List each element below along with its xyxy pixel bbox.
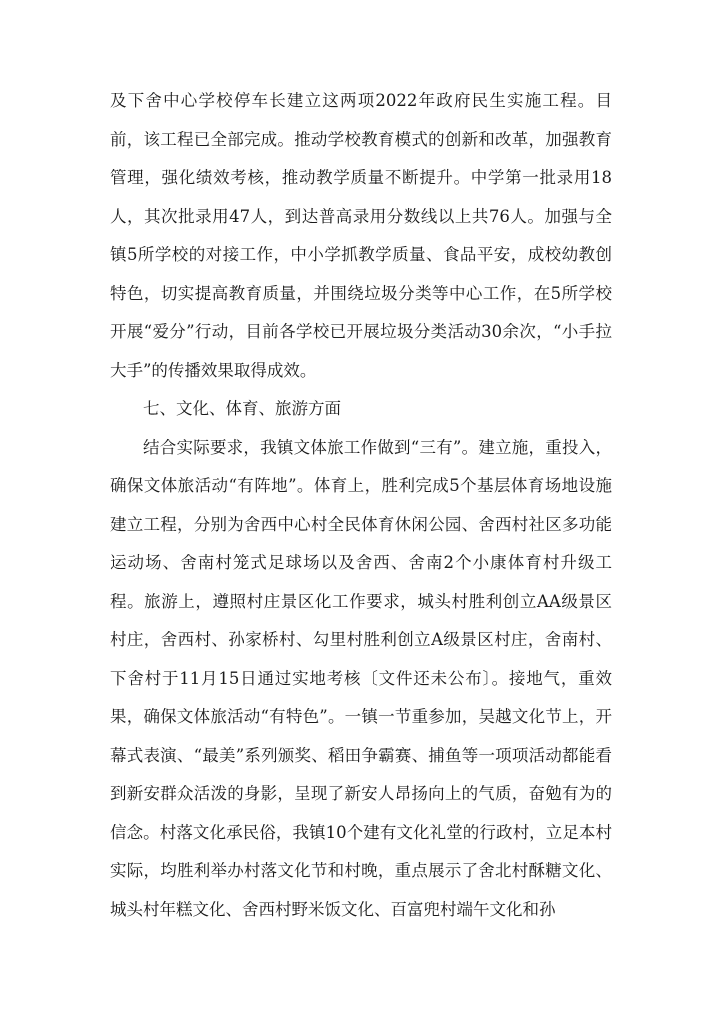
section-heading-culture-sports-tourism: 七、文化、体育、旅游方面 — [143, 399, 341, 418]
body-paragraph-culture: 结合实际要求，我镇文体旅工作做到“三有”。建立施，重投入，确保文体旅活动“有阵地”。体育上，胜利完成5个基层体育场地设施建立工程，分别为舍西中心村全民体育休闲公园、舍西村社区多功能运动场、舍南村笼式足球场以及舍西、舍南2个小康体育村升级工程。旅游上，遵照村庄景区化工作要求，城头村胜利创立AA级景区村庄，舍西村、孙家桥村、勾里村胜利创立A级景区村庄，舍南村、下舍村于11月15日通过实地考核〔文件还未公布〕。接地气，重效果，确保文体旅活动“有特色”。一镇一节重参加，吴越文化节上，开幕式表演、“最美”系列颁奖、稻田争霸赛、捕鱼等一项项活动都能看到新安群众活泼的身影，呈现了新安人昂扬向上的气质，奋勉有为的信念。村落文化承民俗，我镇10个建有文化礼堂的行政村，立足本村实际，均胜利举办村落文化节和村晚，重点展示了舍北村酥糖文化、城头村年糕文化、舍西村野米饭文化、百富兜村端午文化和孙 — [110, 437, 612, 919]
document-page — [110, 82, 612, 929]
body-paragraph-education: 及下舍中心学校停车长建立这两项2022年政府民生实施工程。目前，该工程已全部完成。推动学校教育模式的创新和改革，加强教育管理，强化绩效考核，推动教学质量不断提升。中学第一批录用18人，其次批录用47人，到达普高录用分数线以上共76人。加强与全镇5所学校的对接工作，中小学抓教学质量、食品平安，成校幼教创特色，切实提高教育质量，并围绕垃圾分类等中心工作，在5所学校开展“爱分”行动，目前各学校已开展垃圾分类活动30余次，“小手拉大手”的传播效果取得成效。 — [110, 91, 612, 380]
